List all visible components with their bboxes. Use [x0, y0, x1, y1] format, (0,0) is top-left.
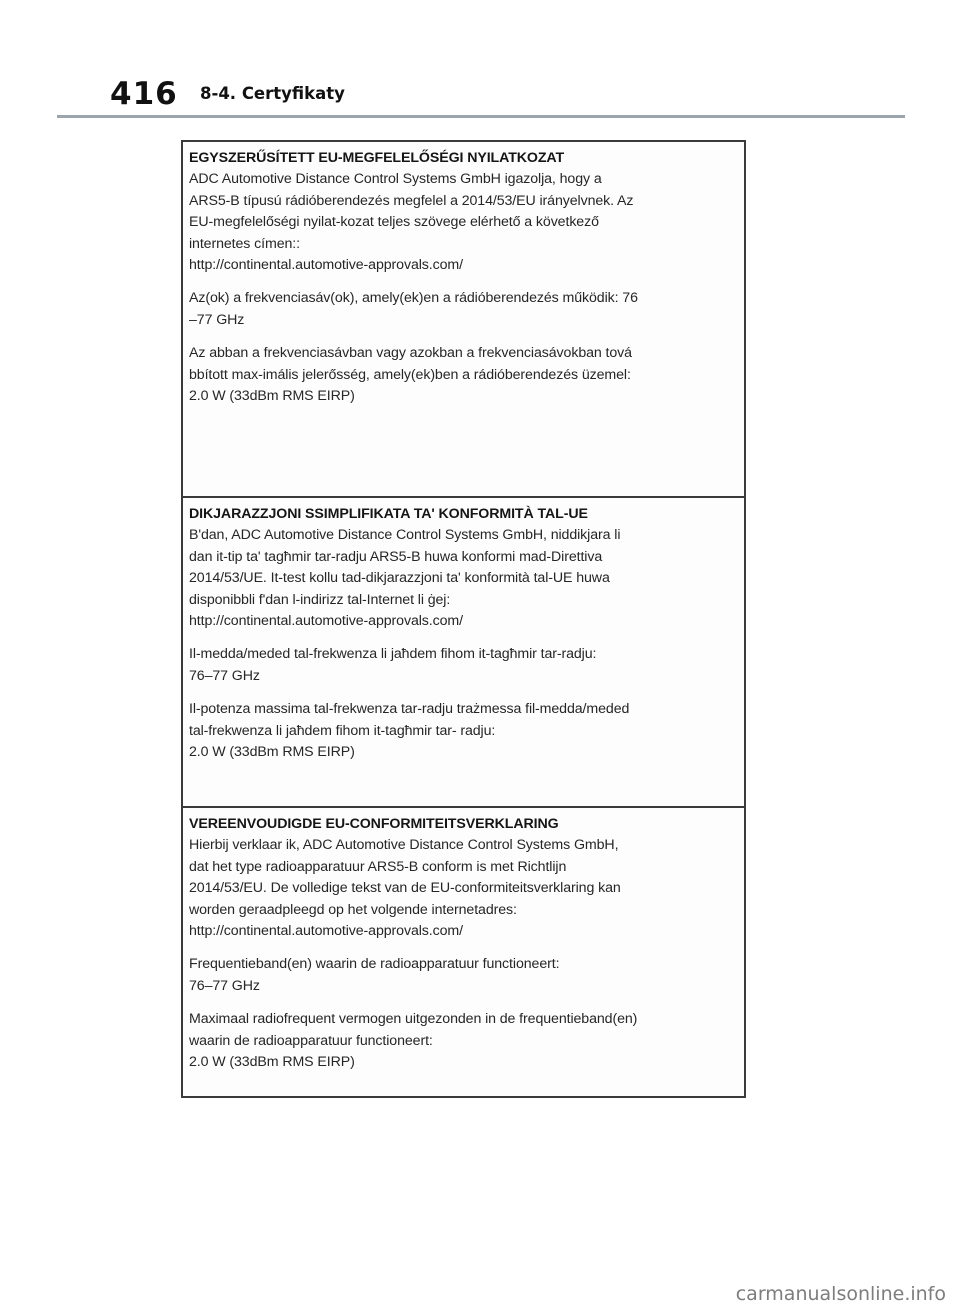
certificate-section-hungarian	[183, 142, 744, 496]
text-line: tal-frekwenza li jaħdem fihom it-tagħmir tar- radju:	[189, 722, 496, 739]
text-line: 76–77 GHz	[189, 977, 260, 994]
text-line: Maximaal radiofrequent vermogen uitgezonden in de frequentieband(en)	[189, 1011, 638, 1028]
text-line: Frequentieband(en) waarin de radioapparatuur functioneert:	[189, 956, 560, 973]
certificate-title: EGYSZERŰSÍTETT EU-MEGFELELŐSÉGI NYILATKOZAT	[189, 150, 565, 166]
text-line: 76–77 GHz	[189, 667, 260, 684]
watermark: carmanualsonline.info	[735, 1283, 946, 1305]
certificate-box	[181, 140, 746, 1098]
certificate-paragraph	[189, 343, 738, 407]
certificate-paragraph	[189, 169, 738, 276]
header-rule	[57, 115, 905, 118]
text-line: Az(ok) a frekvenciasáv(ok), amely(ek)en a rádióberendezés működik: 76	[189, 290, 638, 307]
certificate-paragraph	[189, 644, 738, 687]
certificate-paragraph	[189, 835, 738, 942]
certificate-title: VEREENVOUDIGDE EU-CONFORMITEITSVERKLARING	[189, 816, 559, 832]
text-line: worden geraadpleegd op het volgende internetadres:	[189, 901, 517, 918]
text-line: ADC Automotive Distance Control Systems GmbH igazolja, hogy a	[189, 171, 602, 188]
text-line: 2.0 W (33dBm RMS EIRP)	[189, 744, 355, 761]
text-line: 2014/53/EU. De volledige tekst van de EU-conformiteitsverklaring kan	[189, 880, 621, 897]
text-line: disponibbli f'dan l-indirizz tal-Internet li ġej:	[189, 591, 451, 608]
text-line: Az abban a frekvenciasávban vagy azokban a frekvenciasávokban tová	[189, 345, 632, 362]
text-line: EU-megfelelőségi nyilat-kozat teljes szövege elérhető a következő	[189, 214, 599, 231]
text-line: –77 GHz	[189, 311, 245, 328]
text-line: dat het type radioapparatuur ARS5-B conform is met Richtlijn	[189, 858, 567, 875]
certificate-paragraph	[189, 525, 738, 632]
text-line: waarin de radioapparatuur functioneert:	[189, 1032, 433, 1049]
text-line: Il-potenza massima tal-frekwenza tar-radju trażmessa fil-medda/meded	[189, 701, 630, 718]
url-line: http://continental.automotive-approvals.com/	[189, 257, 463, 274]
url-line: http://continental.automotive-approvals.com/	[189, 613, 463, 630]
certificate-paragraph	[189, 954, 738, 997]
url-line: http://continental.automotive-approvals.com/	[189, 923, 463, 940]
text-line: Hierbij verklaar ik, ADC Automotive Distance Control Systems GmbH,	[189, 837, 619, 854]
text-line: B'dan, ADC Automotive Distance Control Systems GmbH, niddikjara li	[189, 527, 621, 544]
text-line: internetes címen::	[189, 235, 300, 252]
certificate-section-dutch	[183, 806, 744, 1096]
text-line: 2.0 W (33dBm RMS EIRP)	[189, 1054, 355, 1071]
text-line: Il-medda/meded tal-frekwenza li jaħdem fihom it-tagħmir tar-radju:	[189, 646, 597, 663]
certificate-title: DIKJARAZZJONI SSIMPLIFIKATA TA' KONFORMITÀ TAL-UE	[189, 506, 588, 522]
certificate-paragraph	[189, 288, 738, 331]
text-line: bbított max-imális jelerősség, amely(ek)ben a rádióberendezés üzemel:	[189, 366, 631, 383]
certificate-paragraph	[189, 1009, 738, 1073]
section-title: 8-4. Certyfikaty	[200, 84, 345, 103]
certificate-paragraph	[189, 699, 738, 763]
page-number: 416	[110, 76, 178, 112]
text-line: 2014/53/UE. It-test kollu tad-dikjarazzjoni ta' konformità tal-UE huwa	[189, 570, 610, 587]
page-header	[0, 0, 960, 120]
text-line: ARS5-B típusú rádióberendezés megfelel a 2014/53/EU irányelvnek. Az	[189, 192, 634, 209]
text-line: 2.0 W (33dBm RMS EIRP)	[189, 388, 355, 405]
certificate-section-maltese	[183, 496, 744, 806]
text-line: dan it-tip ta' tagħmir tar-radju ARS5-B huwa konformi mad-Direttiva	[189, 548, 603, 565]
